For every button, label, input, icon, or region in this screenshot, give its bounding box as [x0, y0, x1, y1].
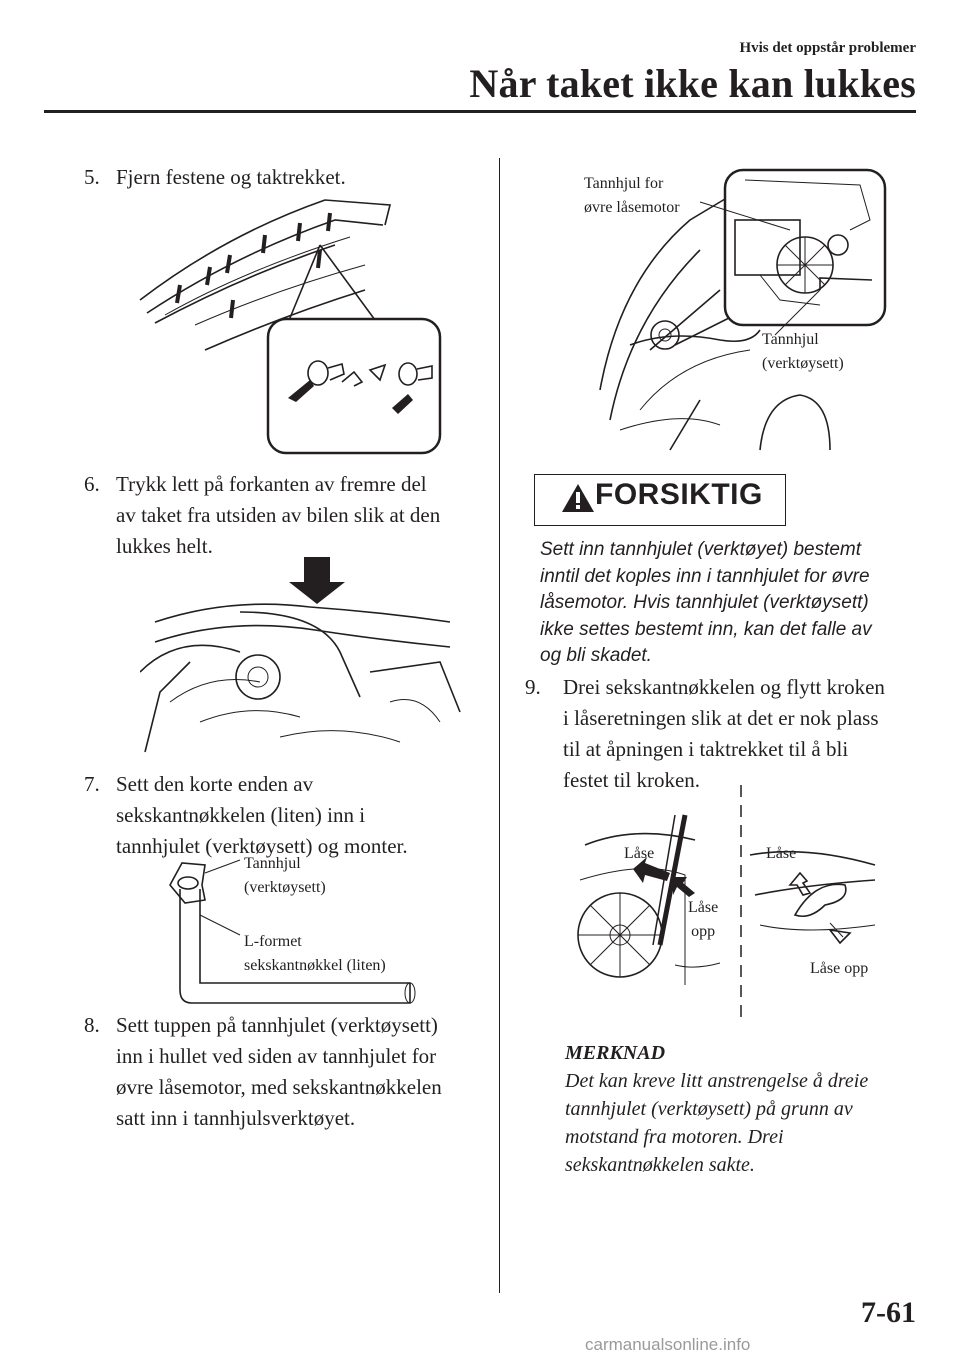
note-line: Det kan kreve litt anstrengelse å dreie: [565, 1070, 869, 1092]
label-line: Tannhjul for: [584, 175, 664, 192]
label-line: Tannhjul: [244, 855, 301, 872]
caution-line: ikke settes bestemt inn, kan det falle av: [540, 618, 872, 640]
caution-text: [540, 537, 920, 670]
caution-line: og bli skadet.: [540, 645, 652, 666]
step-number: 5.: [84, 165, 100, 189]
caution-line: Sett inn tannhjulet (verktøyet) bestemt: [540, 539, 862, 560]
step-text-line: av taket fra utsiden av bilen slik at den: [116, 503, 441, 527]
step-text-line: Sett tuppen på tannhjulet (verktøysett): [116, 1013, 438, 1037]
label-unlock-left: [688, 896, 718, 944]
step-9: [525, 672, 935, 796]
step-text-line: satt inn i tannhjulsverktøyet.: [116, 1106, 356, 1130]
step-number: 8.: [84, 1013, 100, 1037]
step-number: 7.: [84, 772, 100, 796]
caution-line: inntil det koples inn i tannhjulet for øvre: [540, 565, 870, 587]
step-text-line: til at åpningen i taktrekket til å bli: [563, 737, 849, 761]
label-lock-right: Låse: [766, 845, 797, 862]
label-upper-lock-gear: [584, 172, 734, 220]
warning-icon: [560, 482, 596, 514]
label-lock-left: Låse: [624, 845, 655, 862]
step-7: [84, 769, 484, 862]
roof-clip-illustration: [135, 195, 455, 460]
page-title: Når taket ikke kan lukkes: [469, 61, 916, 106]
step-text-line: øvre låsemotor, med sekskantnøkkelen: [116, 1075, 442, 1099]
label-line: opp: [691, 923, 716, 940]
section-title: Hvis det oppstår problemer: [739, 40, 916, 56]
step-number: 6.: [84, 472, 100, 496]
label-line: sekskantnøkkel (liten): [244, 957, 386, 974]
roof-press-illustration: [140, 552, 470, 757]
label-gear-tool: [244, 852, 424, 900]
step-text-line: festet til kroken.: [563, 768, 701, 792]
note-block: [565, 1039, 925, 1179]
step-text-line: Drei sekskantnøkkelen og flytt kroken: [563, 675, 885, 699]
note-title: MERKNAD: [565, 1042, 666, 1064]
note-line: motstand fra motoren. Drei: [565, 1126, 784, 1148]
hook-direction-illustration: [575, 785, 895, 1020]
step-text-line: Trykk lett på forkanten av fremre del: [116, 472, 427, 496]
step-text: Fjern festene og taktrekket.: [116, 165, 346, 189]
label-line: Låse: [688, 899, 719, 916]
step-number: 9.: [525, 675, 541, 699]
caution-line: låsemotor. Hvis tannhjulet (verktøysett): [540, 592, 869, 613]
label-line: Tannhjul: [762, 331, 819, 348]
label-hex-key: [244, 930, 444, 978]
label-line: øvre låsemotor: [584, 199, 680, 216]
step-text-line: i låseretningen slik at det er nok plass: [563, 706, 879, 730]
label-line: (verktøysett): [762, 355, 844, 372]
watermark: carmanualsonline.info: [585, 1335, 751, 1354]
step-text-line: sekskantnøkkelen (liten) inn i: [116, 803, 366, 827]
header-divider: [44, 110, 916, 113]
step-text-line: inn i hullet ved siden av tannhjulet for: [116, 1044, 437, 1068]
label-line: L-formet: [244, 933, 302, 950]
step-8: [84, 1010, 494, 1134]
step-text-line: lukkes helt.: [116, 534, 213, 558]
label-gear-tool-kit: [762, 328, 902, 376]
column-divider: [499, 158, 500, 1293]
label-line: (verktøysett): [244, 879, 326, 896]
step-6: [84, 469, 484, 562]
step-text-line: tannhjulet (verktøysett) og monter.: [116, 834, 408, 858]
page-number: 7-61: [861, 1296, 916, 1329]
step-text-line: Sett den korte enden av: [116, 772, 314, 796]
label-unlock-right: Låse opp: [810, 960, 869, 977]
note-line: sekskantnøkkelen sakte.: [565, 1154, 755, 1176]
step-5: [84, 162, 484, 193]
caution-title: FORSIKTIG: [595, 478, 763, 511]
note-line: tannhjulet (verktøysett) på grunn av: [565, 1098, 853, 1120]
